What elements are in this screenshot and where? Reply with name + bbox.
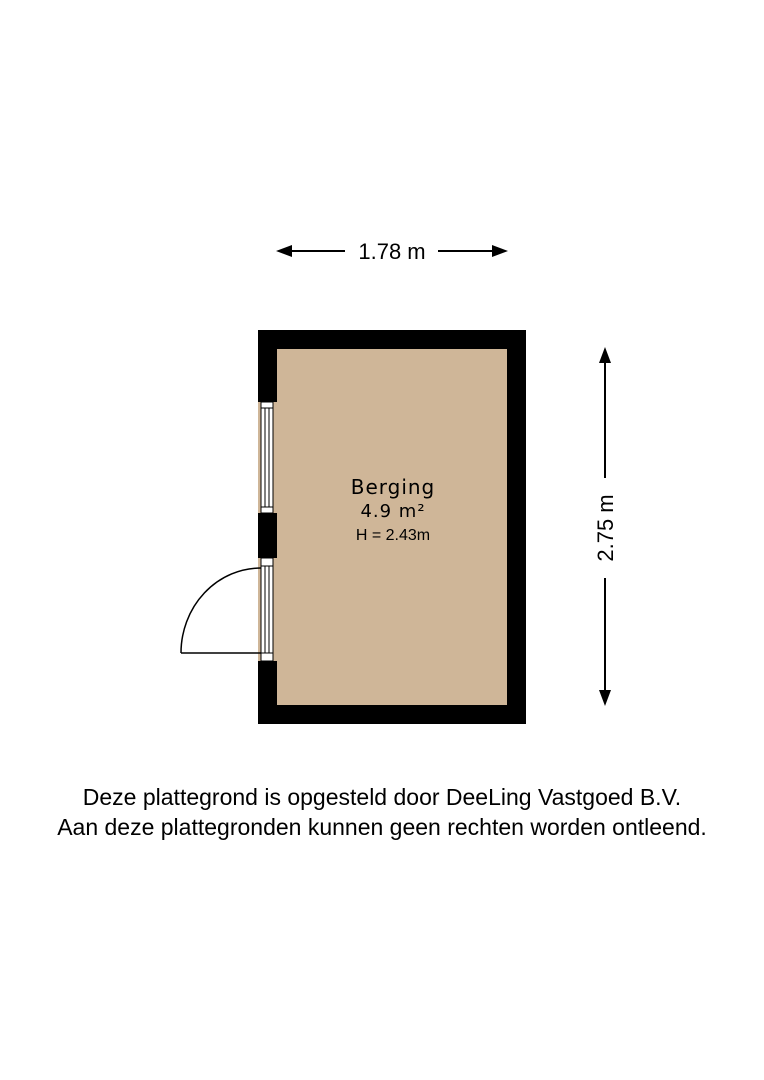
width-arrow-right <box>492 245 508 257</box>
wall-left-top <box>258 330 277 402</box>
window-frame <box>261 402 273 513</box>
depth-arrow-top <box>599 347 611 363</box>
depth-dimension <box>593 347 618 706</box>
window <box>261 402 273 513</box>
width-dimension <box>276 239 508 264</box>
room-name: Berging <box>350 475 436 499</box>
door-swing-arc <box>181 568 261 653</box>
door-frame <box>261 558 273 661</box>
window-sill-top <box>261 402 273 408</box>
wall-left-bottom <box>258 661 277 724</box>
wall-bottom <box>258 705 526 724</box>
room-height: H = 2.43m <box>355 527 431 544</box>
door-jamb-top <box>261 558 273 566</box>
wall-left-middle <box>258 513 277 558</box>
wall-top <box>258 330 526 349</box>
width-label: 1.78 m <box>358 239 426 264</box>
room-area: 4.9 m² <box>360 501 426 522</box>
depth-label: 2.75 m <box>593 494 618 562</box>
width-arrow-left <box>276 245 292 257</box>
window-sill-bottom <box>261 507 273 513</box>
disclaimer-line-1: Deze plattegrond is opgesteld door DeeLing Vastgoed B.V. <box>82 784 682 810</box>
room-label <box>351 475 436 544</box>
wall-right <box>507 330 526 724</box>
disclaimer-line-2: Aan deze plattegronden kunnen geen rechten worden ontleend. <box>57 814 707 840</box>
door-jamb-bottom <box>261 653 273 661</box>
depth-arrow-bottom <box>599 690 611 706</box>
